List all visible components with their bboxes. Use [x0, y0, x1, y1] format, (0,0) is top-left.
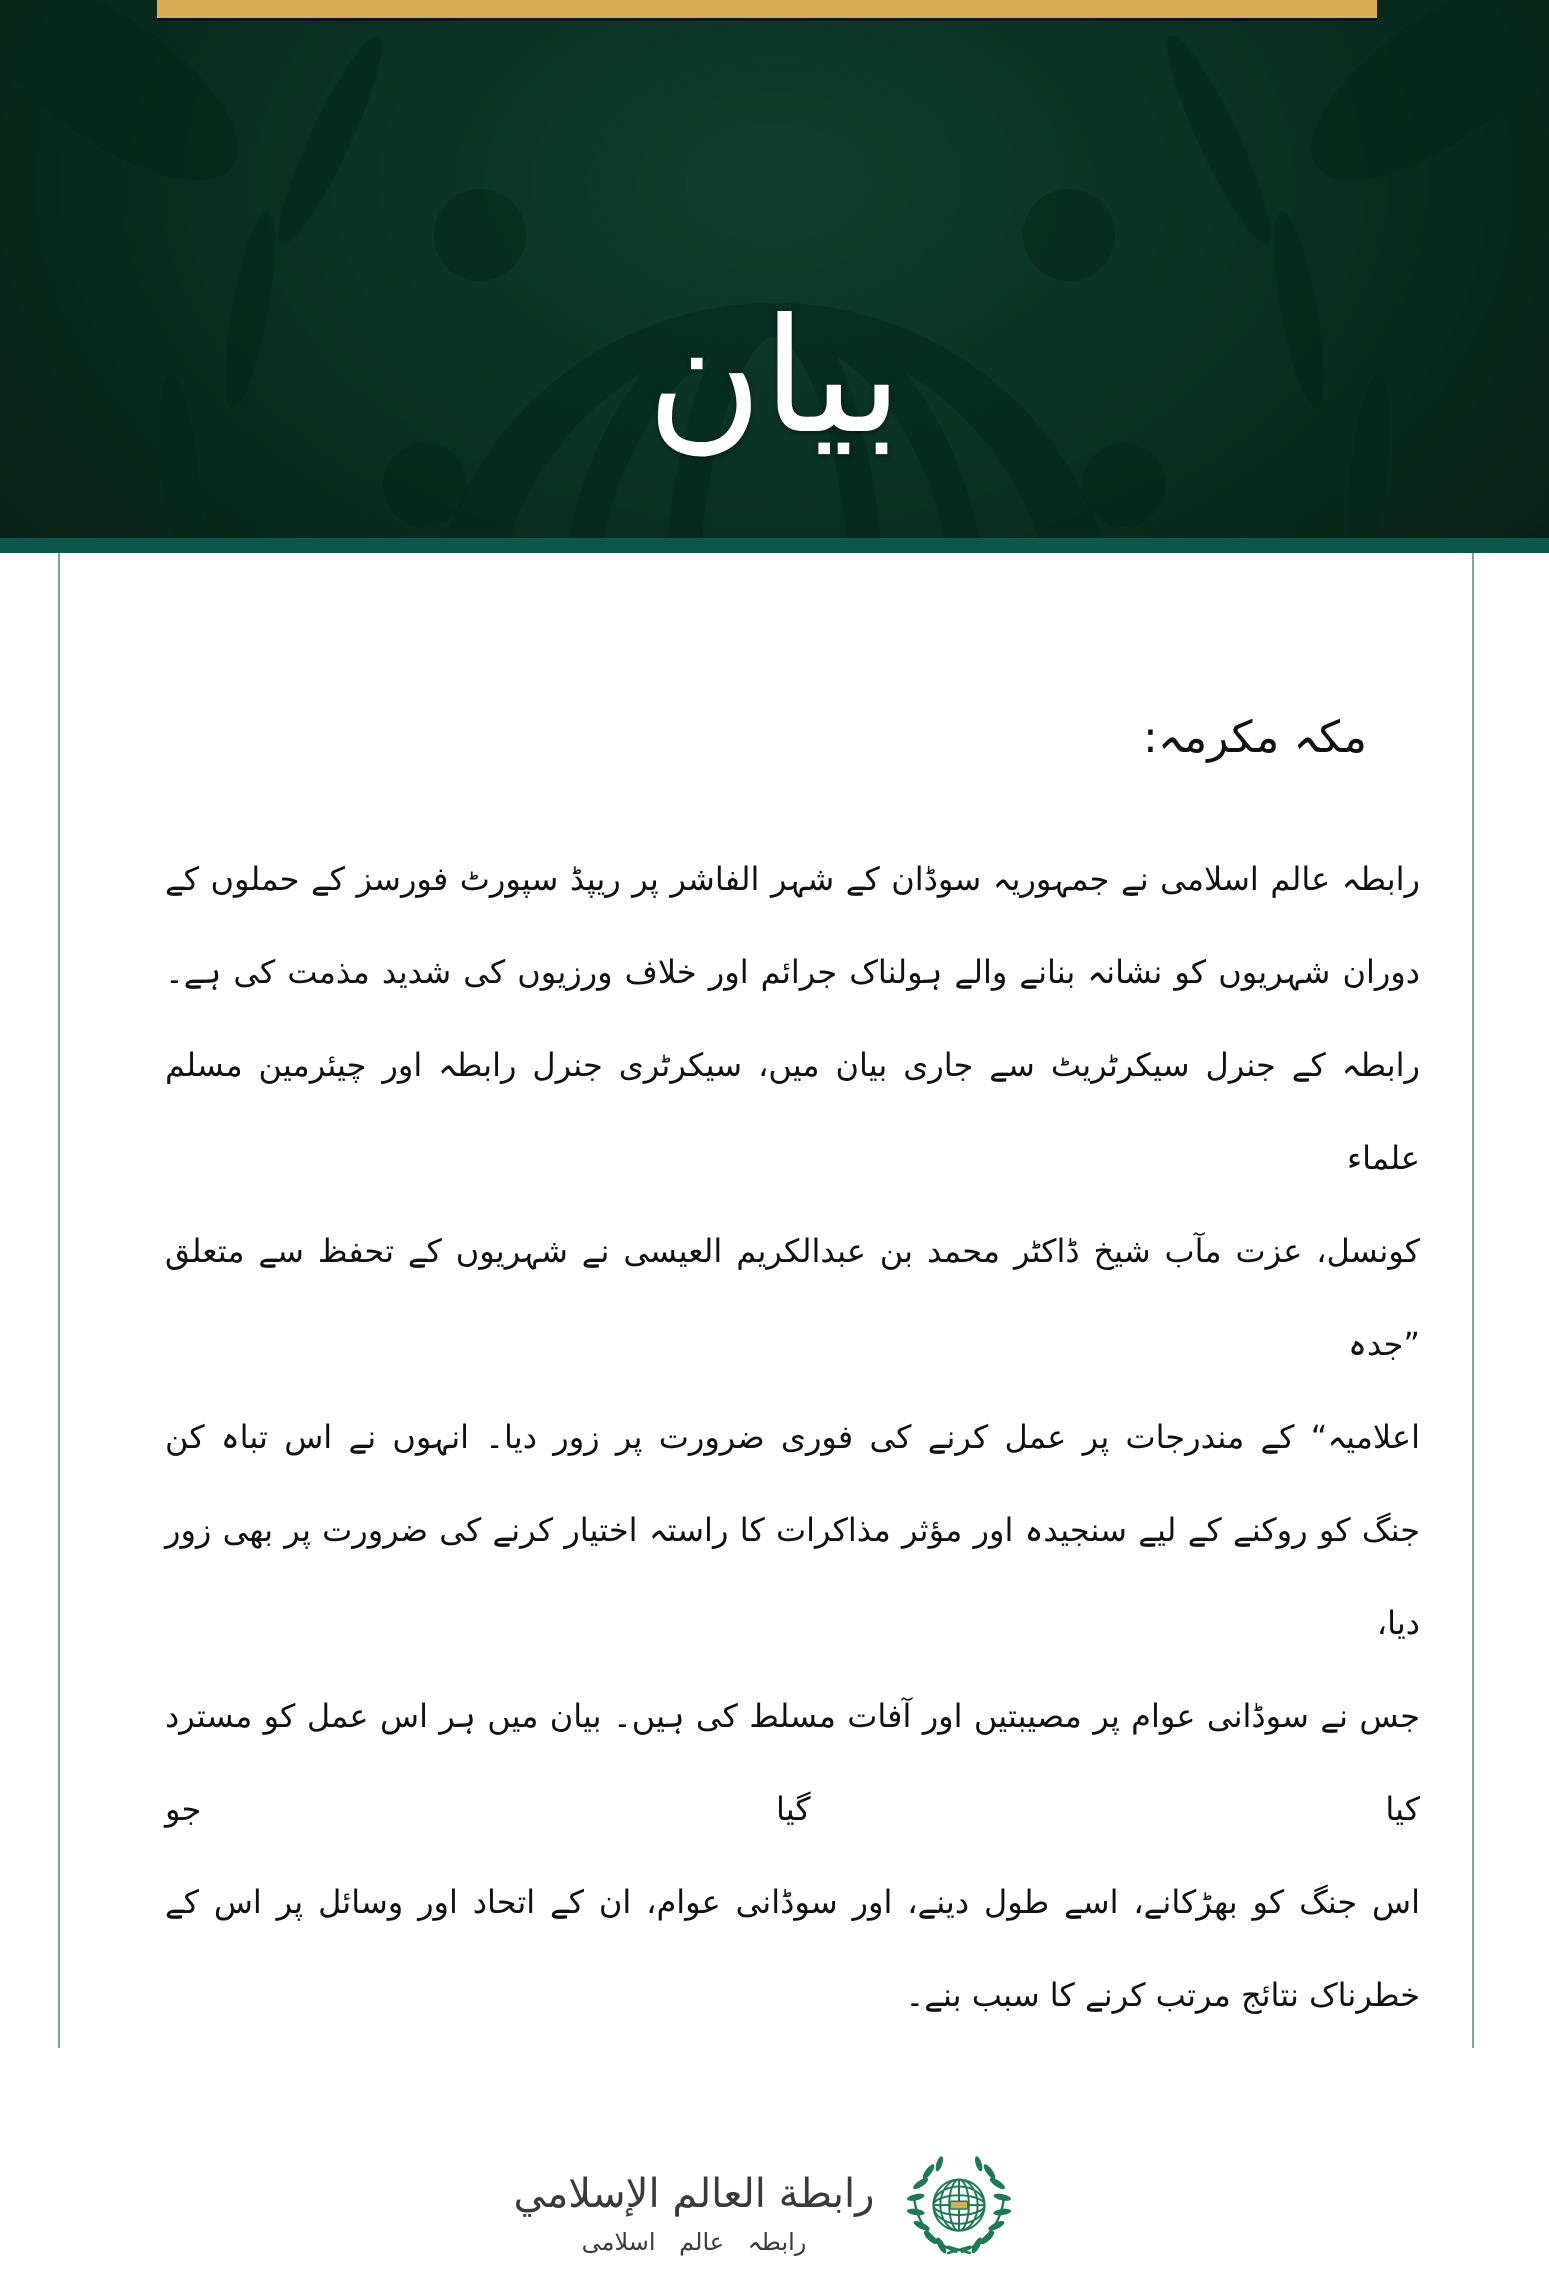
statement-line: دوران شہریوں کو نشانہ بنانے والے ہولناک جرائم اور خلاف ورزیوں کی شدید مذمت کی ہے۔	[165, 953, 1420, 991]
statement-paragraph	[60, 833, 1472, 2042]
gold-accent-bar	[157, 0, 1377, 18]
org-name-arabic: رابطة العالم الإسلامي	[513, 2171, 875, 2217]
org-names	[514, 2170, 875, 2256]
statement-line: رابطہ کے جنرل سیکرٹریٹ سے جاری بیان میں، سیکرٹری جنرل رابطہ اور چیئرمین مسلم علماء	[165, 1046, 1420, 1177]
mwl-emblem-icon	[900, 2154, 1018, 2272]
header-banner	[0, 0, 1549, 538]
teal-divider	[0, 538, 1549, 553]
statement-line: اعلامیہ“ کے مندرجات پر عمل کرنے کی فوری ضرورت پر زور دیا۔ انہوں نے اس تباہ کن	[165, 1418, 1420, 1456]
org-name-urdu: رابطہ عالم اسلامی	[581, 2228, 807, 2256]
statement-line: خطرناک نتائج مرتب کرنے کا سبب بنے۔	[905, 1976, 1420, 2014]
statement-line: جنگ کو روکنے کے لیے سنجیدہ اور مؤثر مذاکرات کا راستہ اختیار کرنے کی ضرورت پر بھی زور دیا،	[165, 1511, 1420, 1642]
mwl-logo	[60, 2154, 1472, 2272]
statement-line: اس جنگ کو بھڑکانے، اسے طول دینے، اور سوڈانی عوام، ان کے اتحاد اور وسائل پر اس کے	[165, 1883, 1420, 1921]
statement-line: جس نے سوڈانی عوام پر مصیبتیں اور آفات مسلط کی ہیں۔ بیان میں ہر اس عمل کو مسترد کیا گیا جو	[165, 1697, 1420, 1828]
statement-line: کونسل، عزت مآب شیخ ڈاکٹر محمد بن عبدالکریم العیسی نے شہریوں کے تحفظ سے متعلق ”جدہ	[165, 1232, 1420, 1363]
content-card	[58, 553, 1474, 2256]
statement-title: بیان	[646, 285, 903, 469]
dateline: مکہ مکرمہ:	[1143, 712, 1367, 763]
statement-line: رابطہ عالم اسلامی نے جمہوریہ سوڈان کے شہر الفاشر پر ریپڈ سپورٹ فورسز کے حملوں کے	[165, 860, 1420, 898]
